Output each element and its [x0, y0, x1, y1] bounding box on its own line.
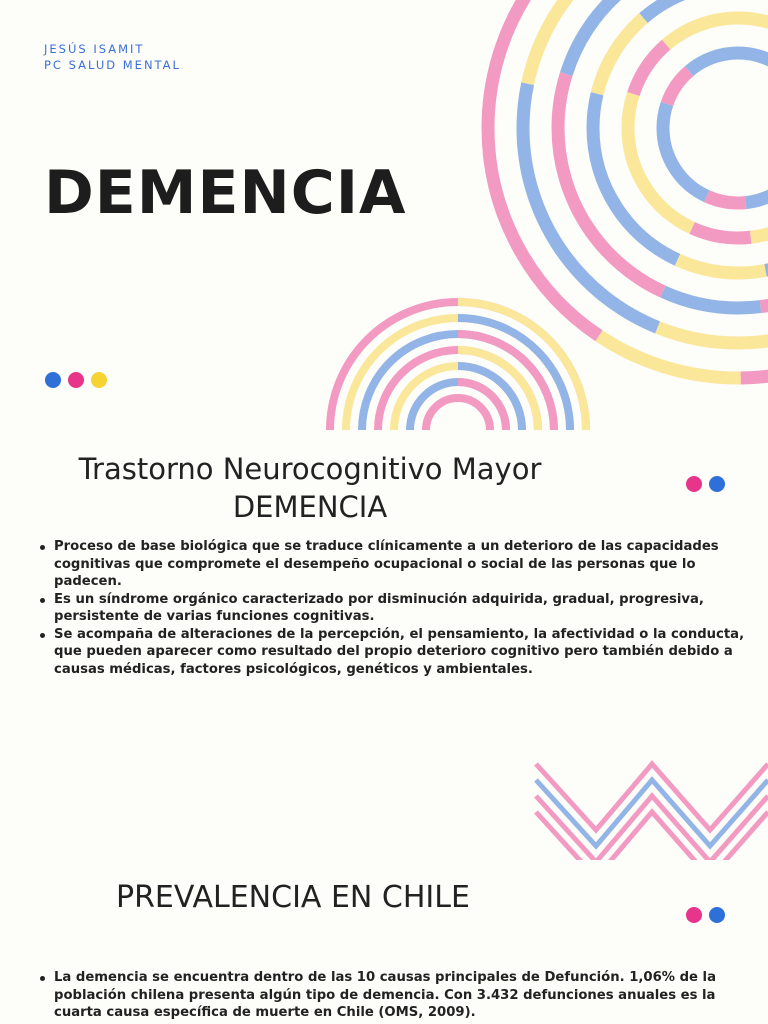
pink-dot [68, 372, 84, 388]
author-role: PC SALUD MENTAL [44, 58, 181, 72]
bullet-item: Proceso de base biológica que se traduce clínicamente a un deterioro de las capacidades cognitivas que compromete el desempeño ocupacional o social de las personas que lo padecen. [54, 538, 750, 591]
section1-title-line1: Trastorno Neurocognitivo Mayor [78, 452, 542, 486]
page-title: DEMENCIA [44, 158, 407, 228]
section1-bullets [30, 538, 750, 678]
zigzag-decoration [528, 760, 768, 860]
dots-decoration [45, 372, 107, 388]
bullet-item: Se acompaña de alteraciones de la percepción, el pensamiento, la afectividad o la conducta, que pueden aparecer como resultado del propio deterioro cognitivo pero también debido a causas médicas, factores psicológicos, genéticos y ambientales. [54, 626, 750, 679]
bullet-item: Es un síndrome orgánico caracterizado por disminución adquirida, gradual, progresiva, persistente de varias funciones cognitivas. [54, 591, 750, 626]
section2-title: PREVALENCIA EN CHILE [116, 880, 470, 915]
bullet-item: La demencia se encuentra dentro de las 10 causas principales de Defunción. 1,06% de la población chilena presenta algún tipo de demencia. Con 3.432 defunciones anuales es la cuarta causa específica de muerte en Chile (OMS, 2009). [54, 969, 750, 1022]
author-name: JESÚS ISAMIT [44, 42, 145, 56]
dots-decoration-2 [686, 476, 725, 492]
yellow-dot [91, 372, 107, 388]
section2-bullets [30, 969, 750, 1022]
dots-decoration-3 [686, 907, 725, 923]
section1-title-line2: DEMENCIA [232, 490, 388, 524]
blue-dot [709, 907, 725, 923]
pink-dot [686, 907, 702, 923]
section1-title [0, 450, 620, 526]
author-block [44, 41, 181, 73]
pink-dot [686, 476, 702, 492]
blue-dot [709, 476, 725, 492]
blue-dot [45, 372, 61, 388]
